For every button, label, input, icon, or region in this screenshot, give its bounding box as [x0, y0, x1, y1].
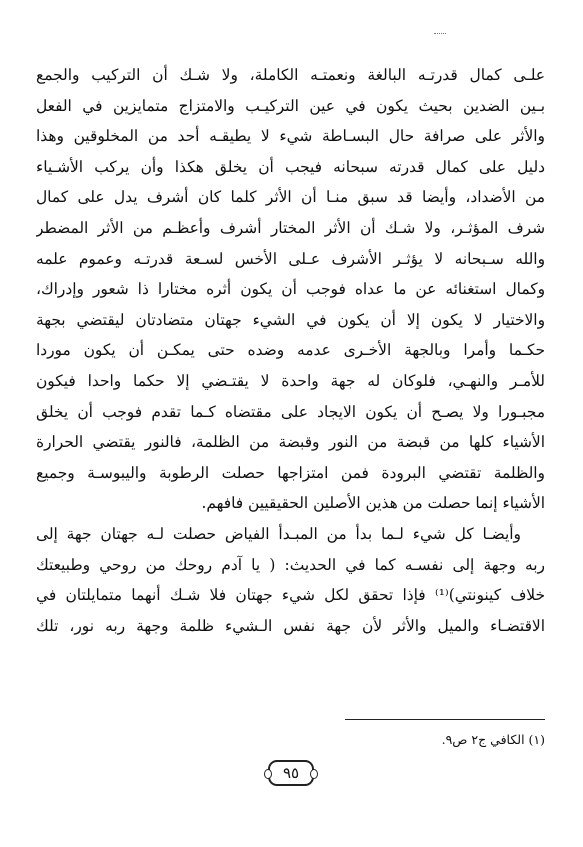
body-line: والأثر على صرافة حال البسـاطة شيء لا يطيقـه أحد من المخلوقين وهذا: [36, 127, 545, 146]
page-number-frame: [268, 760, 314, 786]
body-line: والاختيار لا يكون إلا أن يكون في الشيء جهتان متضادتان ليقتضي بجهة: [36, 310, 545, 329]
body-line: ربه وجهة إلى نفسـه كما في الحديث: ( يا آدم روحك من روحي وطبيعتك: [36, 555, 545, 574]
body-text: [36, 60, 545, 641]
body-line: خلاف كينونتي)⁽¹⁾ فإذا تحقق لكل شيء جهتان فلا شـك أنهما متمايلتان في: [36, 586, 545, 605]
body-line: والله سـبحانه لا يؤثـر الأشرف عـلى الأخس لسـعة قدرتـه وعموم علمه: [36, 249, 545, 268]
body-line: مجبـورا ولا يصـح أن يكون الايجاد على مقتضاه كـما تقدم فوجب أن يخلق: [36, 402, 545, 421]
body-line: علـى كمال قدرتـه البالغة ونعمتـه الكاملة، ولا شـك أن التركيب والجمع: [36, 66, 545, 84]
body-line: بـين الضدين بحيث يكون في عين التركيـب والامتزاج متمايزين في الفعل: [36, 96, 545, 115]
body-line: وكمال استغنائه عن ما عداه فوجب أن يكون أثره مختارا ذا شعور وإدراك،: [36, 280, 545, 299]
body-line: حكـما وأمرا وبالجهة الأخـرى عدمه وضده حتى يمكـن أن يكون موردا: [36, 341, 545, 360]
body-line: الاقتضـاء والميل والأثر لأن جهة نفس الـشيء ظلمة وجهة ربه نور، تلك: [36, 616, 545, 635]
paragraph-start-line: وأيضـا كل شيء لـما بدأ من المبـدأ الفياض حصلت لـه جهتان جهة إلى: [36, 524, 521, 543]
footnote: (١) الكافي ج٢ ص٩.: [441, 732, 545, 747]
paragraph-end-line: الأشياء إنما حصلت من هذين الأصلين الحقيقيين فافهم.: [201, 494, 545, 513]
body-line: الأشياء كلها من قبضة من النور وقبضة من الظلمة، فالنور يقتضي الحرارة: [36, 433, 545, 452]
body-line: من الأضداد، وأيضا قد سبق منـا أن الأثر كلما كان أشرف يدل على كمال: [36, 188, 545, 207]
footnote-separator: [345, 719, 545, 720]
body-line: شرف المؤثـر، ولا شـك أن الأثر المختار أشرف وأعظـم من الأثر المضطر: [36, 218, 545, 237]
body-line: دليل على كمال قدرته سبحانه فيجب أن يخلق هكذا وأن يركب الأشـياء: [36, 157, 545, 176]
page-number: ٩٥: [282, 764, 300, 782]
body-line: والظلمة تقتضي البرودة فمن امتزاجها حصلت الرطوبة واليبوسـة وجميع: [36, 463, 545, 482]
body-line: للأمـر والنهـي، فلوكان له جهة واحدة لا يقتـضي إلا حكما واحدا فيكون: [36, 371, 545, 390]
page-top-mark: [434, 33, 446, 37]
